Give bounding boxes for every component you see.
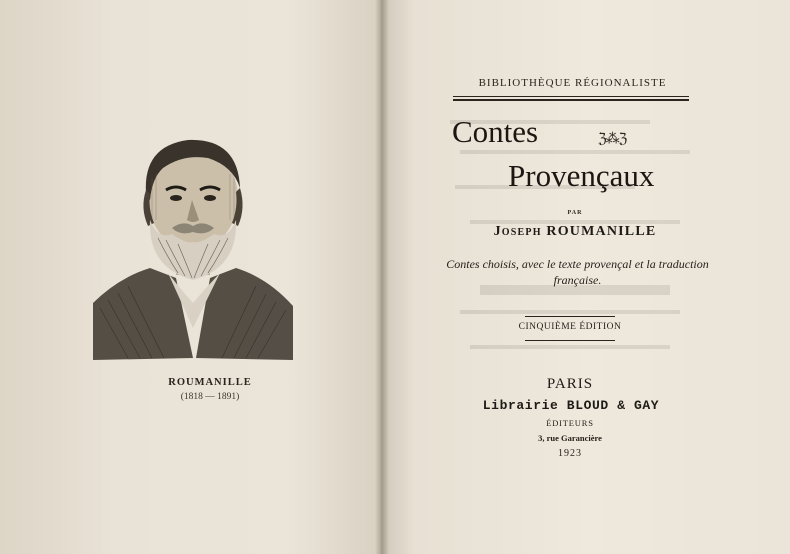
edition-rule-top [525,316,615,317]
book-title-line1: Contes [452,114,539,149]
series-rule [453,96,689,97]
edition-label: CINQUIÈME ÉDITION [518,322,622,332]
portrait-caption-dates: (1818 — 1891) [180,392,240,402]
book-gutter [375,0,389,554]
publisher-name: Librairie BLOUD & GAY [482,398,660,413]
publication-year: 1923 [558,448,582,459]
book-description: Contes choisis, avec le texte provençal et la traduction française. [446,257,709,287]
by-label: PAR [567,210,583,216]
series-title: BIBLIOTHÈQUE RÉGIONALISTE [478,77,667,89]
book-title-line2: Provençaux [508,158,655,193]
edition-rule-bottom [525,340,615,341]
series-rule-thick [453,99,689,101]
left-page [0,0,383,554]
publisher-address: 3, rue Garancière [538,433,602,443]
title-ornament-icon: ℨ⁂ℨ [598,132,627,147]
portrait-engraving-icon [88,128,298,363]
author-name: Joseph ROUMANILLE [493,224,657,239]
publication-city: PARIS [546,376,594,392]
portrait-caption-name: ROUMANILLE [168,377,252,388]
publisher-role: ÉDITEURS [546,418,594,428]
